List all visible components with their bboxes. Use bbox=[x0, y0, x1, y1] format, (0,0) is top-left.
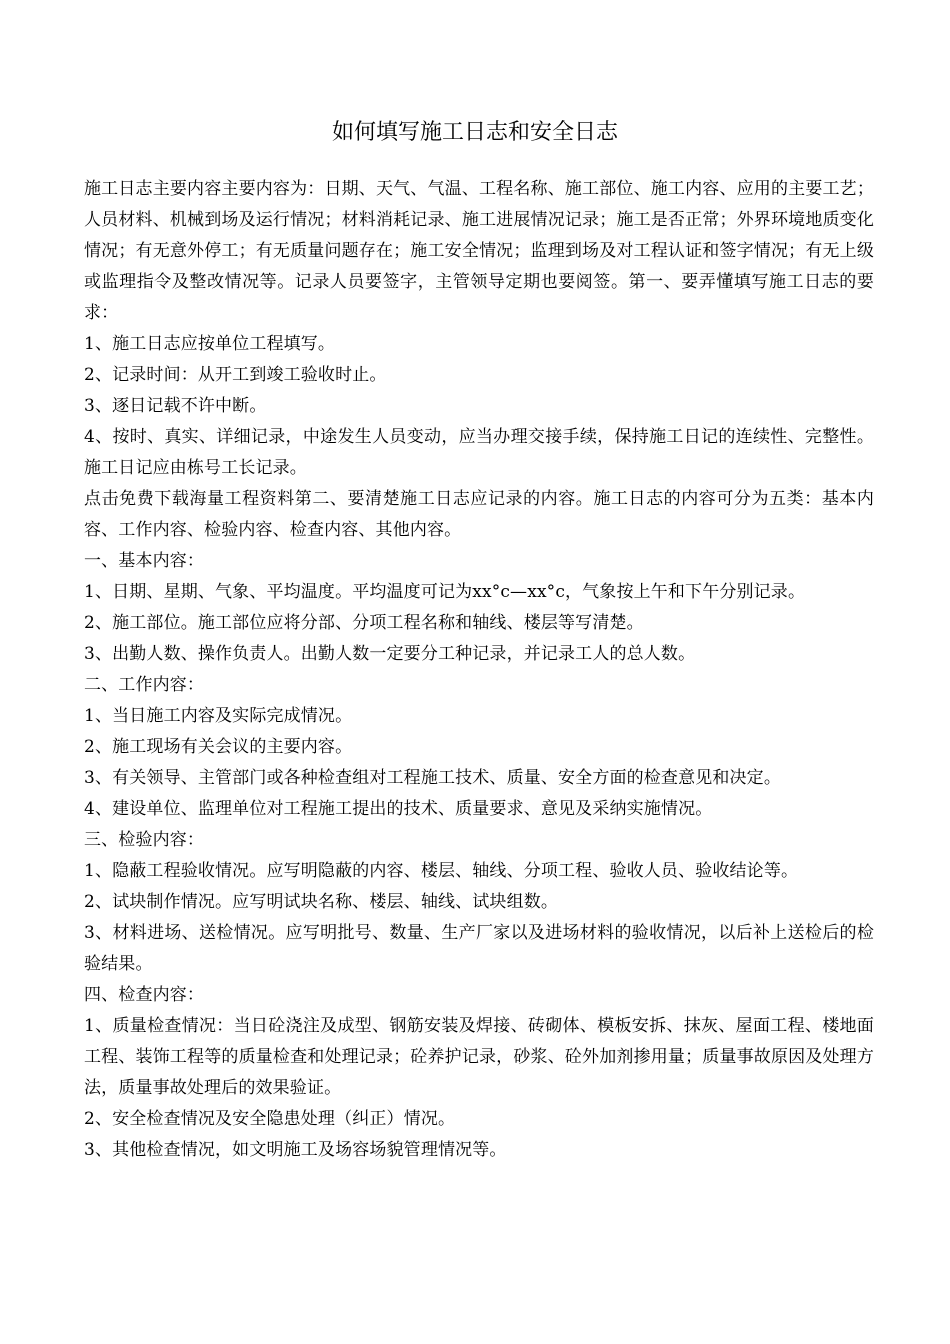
paragraph-basic-3: 3、出勤人数、操作负责人。出勤人数一定要分工种记录，并记录工人的总人数。 bbox=[84, 644, 696, 664]
paragraph-content-intro: 点击免费下载海量工程资料第二、要清楚施工日志应记录的内容。施工日志的内容可分为五类：基本内容、工作内容、检验内容、检查内容、其他内容。 bbox=[84, 489, 874, 540]
paragraph-req-3: 3、逐日记载不许中断。 bbox=[84, 396, 267, 416]
paragraph-work-1: 1、当日施工内容及实际完成情况。 bbox=[84, 706, 353, 726]
paragraph-req-2: 2、记录时间：从开工到竣工验收时止。 bbox=[84, 365, 387, 385]
paragraph-work-2: 2、施工现场有关会议的主要内容。 bbox=[84, 737, 353, 757]
section-heading-basic: 一、基本内容： bbox=[84, 551, 205, 571]
paragraph-inspection-1: 1、隐蔽工程验收情况。应写明隐蔽的内容、楼层、轴线、分项工程、验收人员、验收结论等。 bbox=[84, 861, 799, 881]
paragraph-check-1: 1、质量检查情况：当日砼浇注及成型、钢筋安装及焊接、砖砌体、模板安拆、抹灰、屋面工程、楼地面工程、装饰工程等的质量检查和处理记录；砼养护记录，砂浆、砼外加剂掺用量；质量事故原因及处理方法，质量事故处理后的效果验证。 bbox=[84, 1016, 874, 1098]
paragraph-inspection-2: 2、试块制作情况。应写明试块名称、楼层、轴线、试块组数。 bbox=[84, 892, 559, 912]
paragraph-basic-1: 1、日期、星期、气象、平均温度。平均温度可记为xx°c—xx°c，气象按上午和下午分别记录。 bbox=[84, 582, 806, 602]
paragraph-intro: 施工日志主要内容主要内容为：日期、天气、气温、工程名称、施工部位、施工内容、应用的主要工艺；人员材料、机械到场及运行情况；材料消耗记录、施工进展情况记录；施工是否正常；外界环境地质变化情况；有无意外停工；有无质量问题存在；施工安全情况；监理到场及对工程认证和签字情况；有无上级或监理指令及整改情况等。记录人员要签字，主管领导定期也要阅签。第一、要弄懂填写施工日志的要求： bbox=[84, 179, 874, 323]
paragraph-basic-2: 2、施工部位。施工部位应将分部、分项工程名称和轴线、楼层等写清楚。 bbox=[84, 613, 644, 633]
section-heading-check: 四、检查内容： bbox=[84, 985, 205, 1005]
paragraph-req-1: 1、施工日志应按单位工程填写。 bbox=[84, 334, 336, 354]
paragraph-work-3: 3、有关领导、主管部门或各种检查组对工程施工技术、质量、安全方面的检查意见和决定。 bbox=[84, 768, 781, 788]
document-title: 如何填写施工日志和安全日志 bbox=[331, 120, 618, 145]
paragraph-check-2: 2、安全检查情况及安全隐患处理（纠正）情况。 bbox=[84, 1109, 456, 1129]
paragraph-req-4: 4、按时、真实、详细记录，中途发生人员变动，应当办理交接手续，保持施工日记的连续性、完整性。施工日记应由栋号工长记录。 bbox=[84, 427, 874, 478]
section-heading-inspection: 三、检验内容： bbox=[84, 830, 205, 850]
document-body bbox=[84, 174, 874, 1166]
paragraph-check-3: 3、其他检查情况，如文明施工及场容场貌管理情况等。 bbox=[84, 1140, 507, 1160]
paragraph-work-4: 4、建设单位、监理单位对工程施工提出的技术、质量要求、意见及采纳实施情况。 bbox=[84, 799, 713, 819]
section-heading-work: 二、工作内容： bbox=[84, 675, 205, 695]
paragraph-inspection-3: 3、材料进场、送检情况。应写明批号、数量、生产厂家以及进场材料的验收情况，以后补上送检后的检验结果。 bbox=[84, 923, 874, 974]
